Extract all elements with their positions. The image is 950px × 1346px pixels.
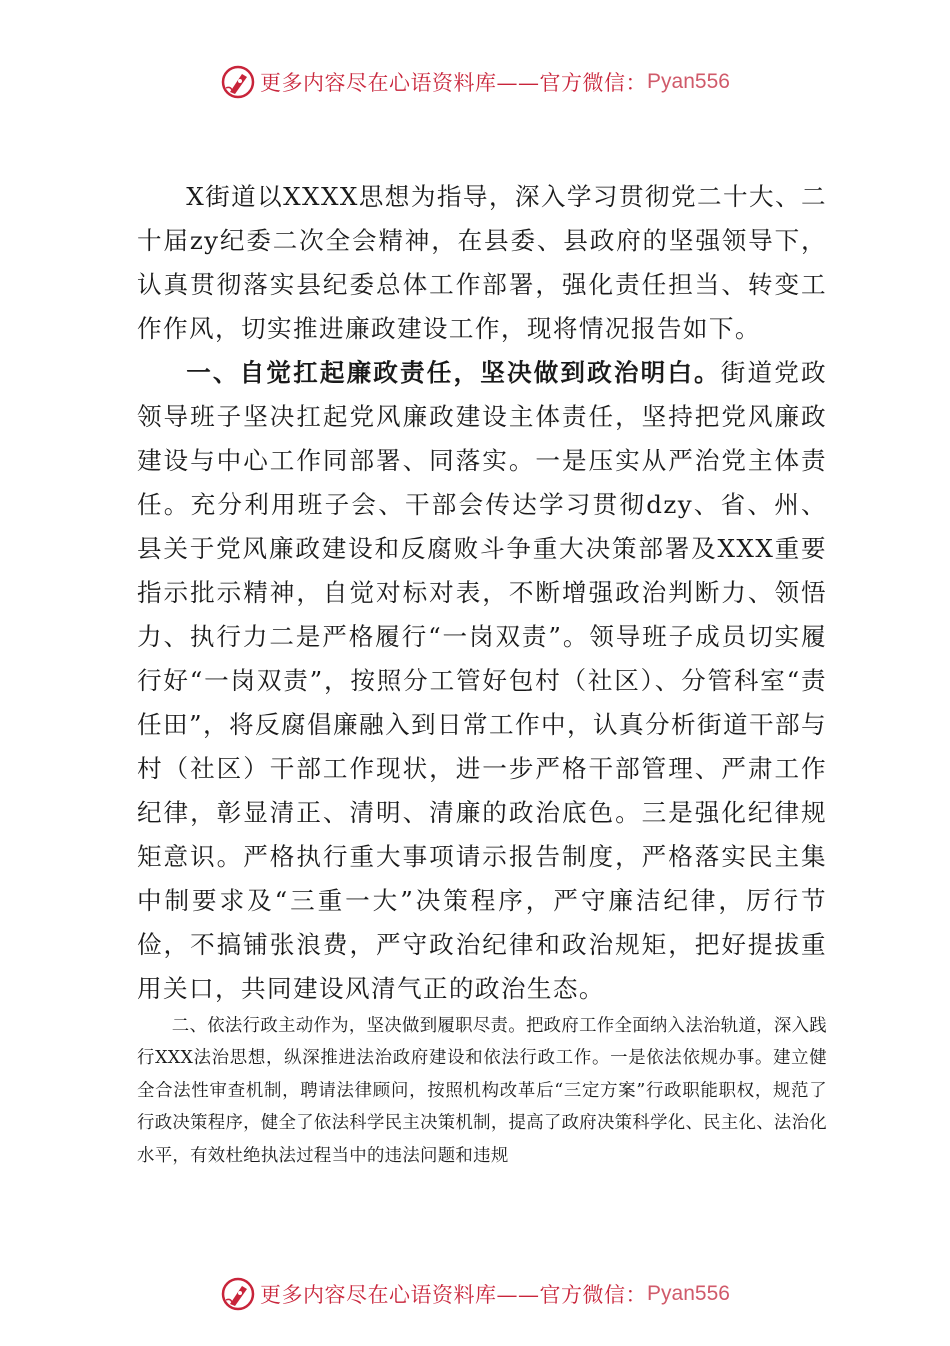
intro-paragraph: X街道以XXXX思想为指导，深入学习贯彻党二十大、二十届zy纪委二次全会精神，在县委、县政府的坚强领导下，认真贯彻落实县纪委总体工作部署，强化责任担当、转变工作作风，切实推进廉政建设工作，现将情况报告如下。 xyxy=(137,182,827,343)
document-body-small xyxy=(137,1010,827,1172)
section-one-body: 街道党政领导班子坚决扛起党风廉政建设主体责任，坚持把党风廉政建设与中心工作同部署、同落实。一是压实从严治党主体责任。充分利用班子会、干部会传达学习贯彻dzy、省、州、县关于党风廉政建设和反腐败斗争重大决策部署及XXX重要指示批示精神，自觉对标对表，不断增强政治判断力、领悟力、执行力二是严格履行“一岗双责”。领导班子成员切实履行好“一岗双责”，按照分工管好包村（社区）、分管科室“责任田”，将反腐倡廉融入到日常工作中，认真分析街道干部与村（社区）干部工作现状，进一步严格干部管理、严肃工作纪律，彰显清正、清明、清廉的政治底色。三是强化纪律规矩意识。严格执行重大事项请示报告制度，严格落实民主集中制要求及“三重一大”决策程序，严守廉洁纪律，厉行节俭，不搞铺张浪费，严守政治纪律和政治规矩，把好提拔重用关口，共同建设风清气正的政治生态。 xyxy=(137,358,827,1003)
section-two-paragraph: 二、依法行政主动作为，坚决做到履职尽责。把政府工作全面纳入法治轨道，深入践行XXX法治思想，纵深推进法治政府建设和依法行政工作。一是依法依规办事。建立健全合法性审查机制，聘请法律顾问，按照机构改革后“三定方案”行政职能职权，规范了行政决策程序，健全了依法科学民主决策机制，提高了政府决策科学化、民主化、法治化水平，有效杜绝执法过程当中的违法问题和违规 xyxy=(137,1016,827,1166)
banner-text: 更多内容尽在心语资料库——官方微信： xyxy=(260,71,648,95)
pen-nib-logo-icon xyxy=(220,64,256,100)
document-body-large xyxy=(137,175,827,1011)
banner-wechat-id: Pyan556 xyxy=(647,70,730,93)
section-one-heading: 一、自觉扛起廉政责任，坚决做到政治明白。 xyxy=(186,358,721,387)
section-one-paragraph xyxy=(137,351,827,1011)
banner-wechat-id: Pyan556 xyxy=(647,1282,730,1305)
footer-watermark xyxy=(0,1274,950,1314)
header-watermark xyxy=(0,62,950,102)
pen-nib-logo-icon xyxy=(220,1276,256,1312)
banner-text: 更多内容尽在心语资料库——官方微信： xyxy=(260,1283,648,1307)
